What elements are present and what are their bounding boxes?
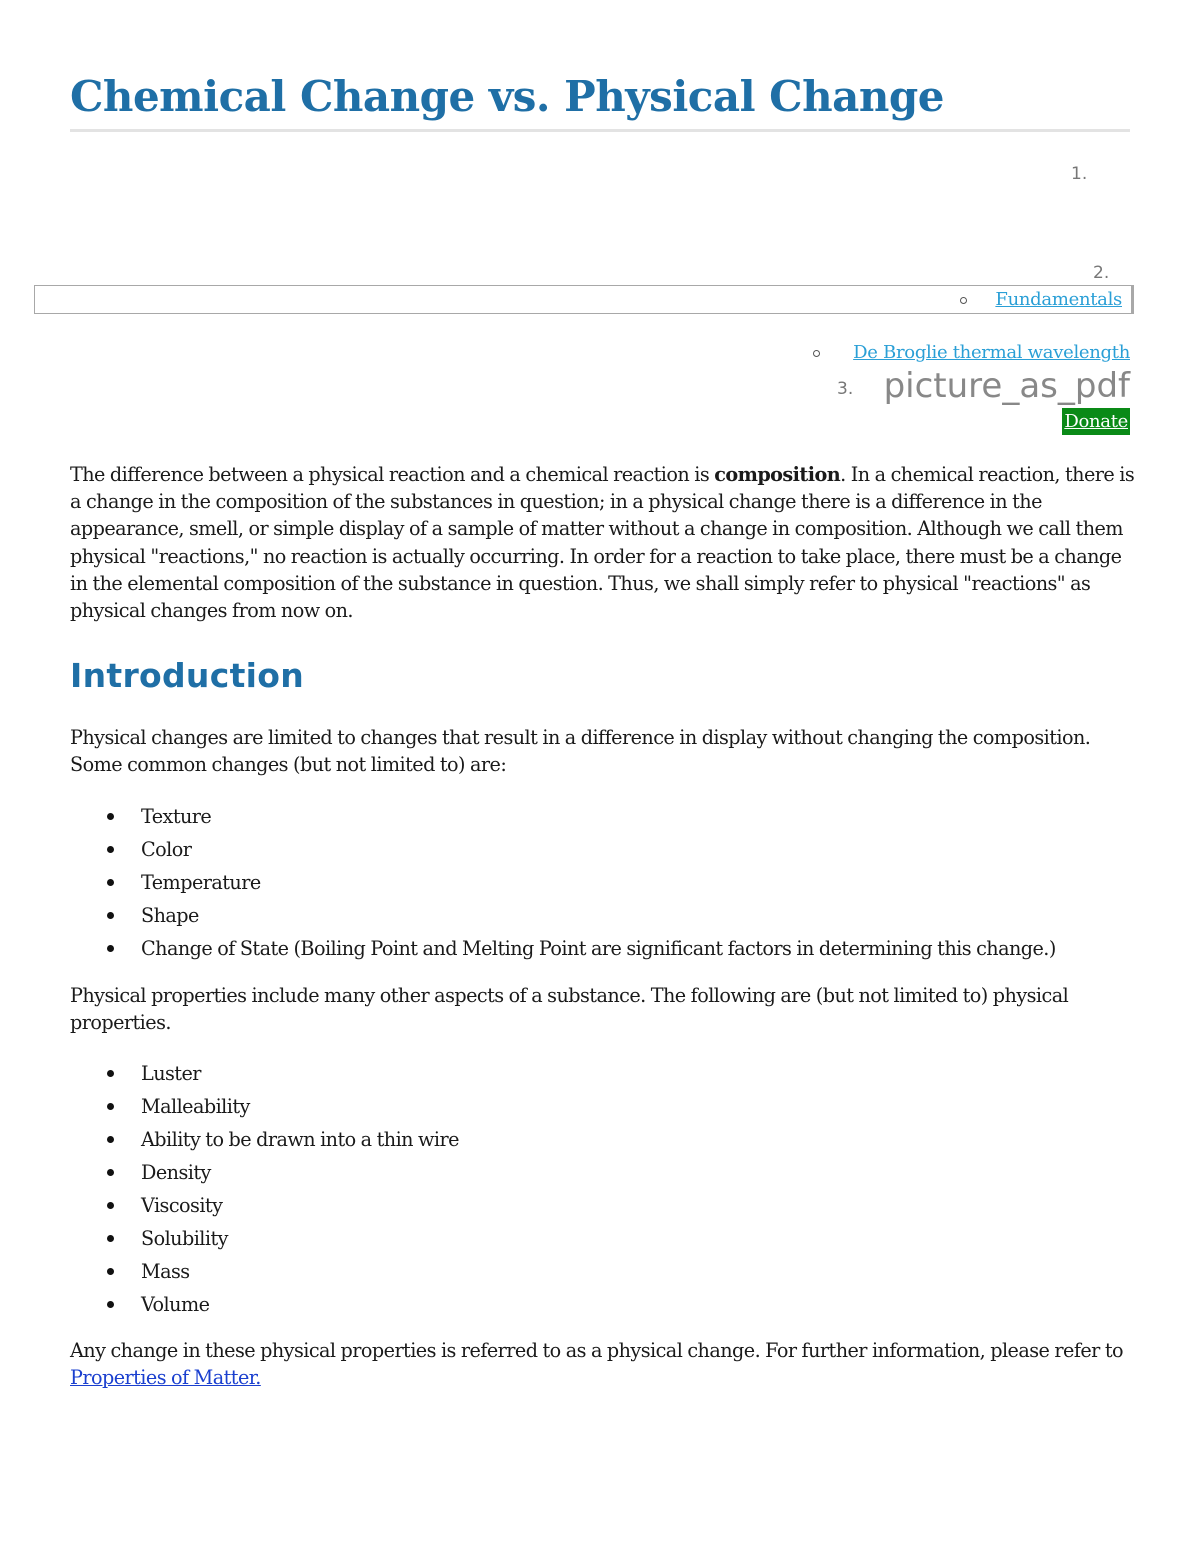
- list-item-text: Temperature: [141, 870, 261, 894]
- list-item: [70, 1288, 1135, 1321]
- list-item-text: Viscosity: [141, 1194, 223, 1218]
- list-item: [70, 1090, 1135, 1123]
- list-number-1: 1.: [1071, 164, 1088, 184]
- pdf-icon[interactable]: picture_as_pdf: [883, 366, 1130, 406]
- intro-text-start: The difference between a physical reaction and a chemical reaction is: [70, 463, 715, 486]
- fundamentals-link[interactable]: Fundamentals: [995, 289, 1122, 310]
- list-item: [70, 800, 1135, 833]
- bullet-dot: [107, 912, 114, 919]
- list-number-3: 3.: [837, 379, 854, 399]
- list-item: [70, 1123, 1135, 1156]
- list-item: [70, 1255, 1135, 1288]
- list-item-text: Texture: [141, 804, 212, 828]
- circle-bullet: [813, 350, 820, 357]
- list-item: [70, 1189, 1135, 1222]
- properties-list: [70, 1057, 1135, 1321]
- list-number-2: 2.: [1093, 263, 1110, 283]
- list-item: [70, 1222, 1135, 1255]
- properties-paragraph: Physical properties include many other aspects of a substance. The following are (but not limited to) physical properties.: [70, 983, 1069, 1034]
- list-item: [70, 833, 1135, 866]
- list-item-text: Luster: [141, 1062, 201, 1086]
- de-broglie-link[interactable]: De Broglie thermal wavelength: [853, 342, 1130, 363]
- list-item-text: Shape: [141, 903, 199, 927]
- closing-text: Any change in these physical properties is referred to as a physical change. For further information, please refer to: [70, 1339, 1124, 1363]
- article-body: [70, 461, 1135, 1391]
- intro-text-end: . In a chemical reaction, there is a change in the composition of the substances in question; in a physical change there is a difference in the appearance, smell, or simple display of a sample of matter without a change in composition. Although we call them physical "reactions," no reaction is actually occurring. In order for a reaction to take place, there must be a change in the elemental composition of the substance in question. Thus, we shall simply refer to physical "reactions" as physical changes from now on.: [70, 463, 1135, 623]
- changes-list: [70, 800, 1135, 965]
- bullet-dot: [107, 1301, 114, 1308]
- subnav-box: [34, 285, 1134, 314]
- list-item: [70, 866, 1135, 899]
- bullet-dot: [107, 1202, 114, 1209]
- list-item: [70, 1156, 1135, 1189]
- bullet-dot: [107, 1235, 114, 1242]
- bullet-dot: [107, 1070, 114, 1077]
- list-item-text: Malleability: [141, 1095, 250, 1119]
- bullet-dot: [107, 813, 114, 820]
- intro-paragraph: [70, 461, 1135, 624]
- list-item: [70, 899, 1135, 932]
- page-title: Chemical Change vs. Physical Change: [70, 72, 944, 121]
- list-item: [70, 932, 1135, 965]
- bullet-dot: [107, 1103, 114, 1110]
- closing-paragraph: [70, 1337, 1135, 1391]
- bullet-dot: [107, 1169, 114, 1176]
- changes-paragraph: Physical changes are limited to changes that result in a difference in display without changing the composition. Some common changes (but not limited to) are:: [70, 726, 1091, 777]
- title-divider: [70, 129, 1130, 132]
- list-item-text: Volume: [141, 1293, 210, 1317]
- bullet-dot: [107, 1136, 114, 1143]
- section-heading-introduction: Introduction: [70, 656, 305, 696]
- list-item-text: Ability to be drawn into a thin wire: [141, 1128, 459, 1152]
- properties-of-matter-link[interactable]: Properties of Matter.: [70, 1366, 261, 1390]
- circle-bullet: [960, 297, 967, 304]
- list-item-text: Mass: [141, 1260, 190, 1284]
- list-item-text: Solubility: [141, 1227, 228, 1251]
- list-item-text: Change of State (Boiling Point and Melting Point are significant factors in determining this change.): [141, 936, 1056, 960]
- donate-button[interactable]: Donate: [1062, 408, 1130, 435]
- list-item-text: Density: [141, 1161, 211, 1185]
- bullet-dot: [107, 846, 114, 853]
- intro-bold-term: composition: [714, 463, 841, 486]
- bullet-dot: [107, 1268, 114, 1275]
- list-item-text: Color: [141, 837, 192, 861]
- bullet-dot: [107, 879, 114, 886]
- bullet-dot: [107, 945, 114, 952]
- list-item: [70, 1057, 1135, 1090]
